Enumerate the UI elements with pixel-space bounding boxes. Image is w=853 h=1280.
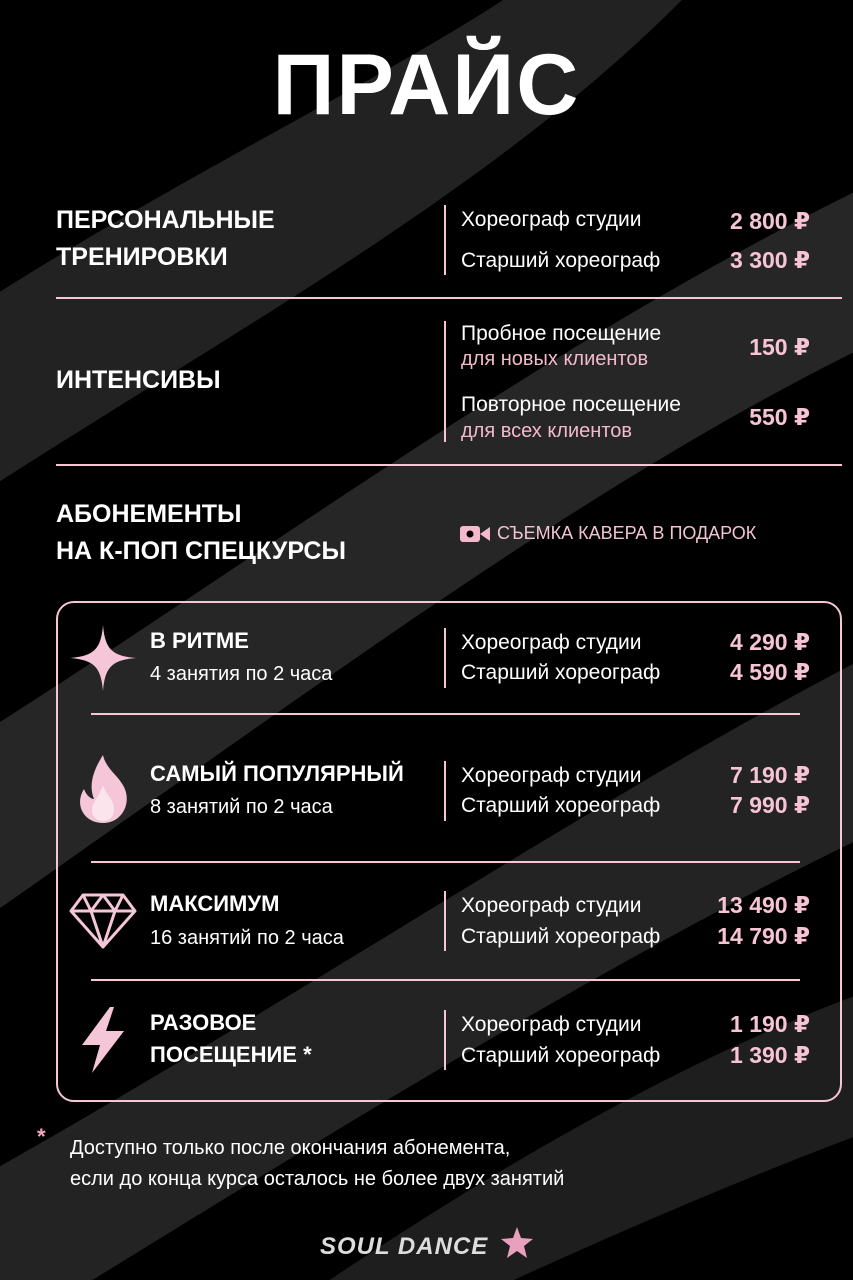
plan-name	[150, 1007, 312, 1071]
diamond-icon	[69, 893, 137, 949]
section-divider	[56, 297, 842, 299]
plan-row-price: 4 290 ₽	[730, 629, 810, 655]
plan-row-price: 7 190 ₽	[730, 762, 810, 788]
plan-row-label: Хореограф студии	[461, 1013, 642, 1036]
divider-vertical	[444, 321, 446, 442]
personal-section-title	[56, 202, 275, 276]
personal-title-line1: ПЕРСОНАЛЬНЫЕ	[56, 206, 275, 234]
page-title: ПРАЙС	[272, 37, 581, 133]
plan-row-label: Хореограф студии	[461, 894, 642, 917]
section-divider	[56, 464, 842, 466]
plan-row-price: 1 390 ₽	[730, 1042, 810, 1068]
plan-name-line2: ПОСЕЩЕНИЕ *	[150, 1042, 312, 1067]
divider-vertical	[444, 891, 446, 951]
plan-row-price: 14 790 ₽	[717, 923, 810, 949]
plan-row-price: 1 190 ₽	[730, 1011, 810, 1037]
plan-row-label: Старший хореограф	[461, 794, 661, 817]
plan-row-price: 4 590 ₽	[730, 659, 810, 685]
plan-divider	[91, 979, 800, 981]
plan-divider	[91, 713, 800, 715]
intensive-row-label: Повторное посещение	[461, 393, 681, 416]
brand-logo: SOUL DANCE	[320, 1233, 489, 1260]
intensive-row-sublabel: для всех клиентов	[461, 420, 633, 442]
subscriptions-title-line1: АБОНЕМЕНТЫ	[56, 500, 242, 528]
plan-name: В РИТМЕ	[150, 628, 249, 653]
personal-row-label: Старший хореограф	[461, 249, 661, 272]
star-logo-icon	[500, 1225, 534, 1265]
plan-name-line1: РАЗОВОЕ	[150, 1010, 257, 1035]
divider-vertical	[444, 761, 446, 821]
personal-row-price: 3 300 ₽	[730, 247, 810, 273]
gift-text: СЪЕМКА КАВЕРА В ПОДАРОК	[497, 523, 757, 543]
intensive-row-sublabel: для новых клиентов	[461, 348, 649, 370]
divider-vertical	[444, 628, 446, 688]
plan-subtitle: 4 занятия по 2 часа	[150, 663, 333, 685]
divider-vertical	[444, 205, 446, 275]
personal-title-line2: ТРЕНИРОВКИ	[56, 243, 228, 271]
lightning-icon	[80, 1007, 126, 1073]
plan-row-price: 13 490 ₽	[717, 892, 810, 918]
footnote-line1: Доступно только после окончания абонемента,	[70, 1137, 511, 1159]
plan-name: МАКСИМУМ	[150, 891, 280, 916]
footnote-marker: *	[37, 1124, 46, 1149]
plan-row-label: Хореограф студии	[461, 764, 642, 787]
intensive-row-price: 550 ₽	[749, 404, 810, 430]
plan-row-price: 7 990 ₽	[730, 792, 810, 818]
plan-name: САМЫЙ ПОПУЛЯРНЫЙ	[150, 761, 404, 786]
personal-row-label: Хореограф студии	[461, 208, 642, 231]
subscriptions-title-line2: НА К-ПОП СПЕЦКУРСЫ	[56, 537, 346, 565]
plan-row-label: Старший хореограф	[461, 661, 661, 684]
footnote-line2: если до конца курса осталось не более двух занятий	[70, 1168, 565, 1190]
plan-divider	[91, 861, 800, 863]
subscriptions-section-title	[56, 496, 346, 570]
personal-row-price: 2 800 ₽	[730, 208, 810, 234]
video-camera-icon	[460, 525, 490, 543]
plan-row-label: Старший хореограф	[461, 925, 661, 948]
divider-vertical	[444, 1010, 446, 1070]
intensive-row-label: Пробное посещение	[461, 322, 662, 345]
fire-icon	[76, 755, 130, 823]
sparkle-icon	[70, 625, 136, 691]
plan-row-label: Хореограф студии	[461, 631, 642, 654]
intensives-title: ИНТЕНСИВЫ	[56, 366, 221, 394]
intensive-row-price: 150 ₽	[749, 334, 810, 360]
plan-subtitle: 8 занятий по 2 часа	[150, 796, 333, 818]
plan-row-label: Старший хореограф	[461, 1044, 661, 1067]
plan-subtitle: 16 занятий по 2 часа	[150, 927, 344, 949]
